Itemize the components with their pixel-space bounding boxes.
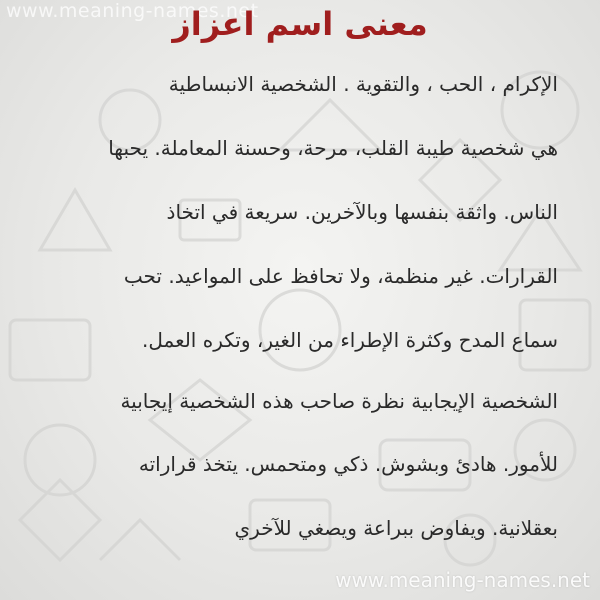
text-line-4: القرارات. غير منظمة، ولا تحافظ على المواعيد. تحب bbox=[123, 264, 558, 288]
watermark-bottom: www.meaning-names.net bbox=[335, 568, 590, 592]
text-line-3: الناس. واثقة بنفسها وبالآخرين. سريعة في اتخاذ bbox=[166, 200, 558, 224]
text-line-2: هي شخصية طيبة القلب، مرحة، وحسنة المعاملة. يحبها bbox=[108, 136, 558, 160]
watermark-top: www.meaning-names.net bbox=[6, 0, 259, 22]
page-title: معنى اسم اعزاز bbox=[172, 5, 428, 43]
text-line-7: للأمور. هادئ وبشوش. ذكي ومتحمس. يتخذ قراراته bbox=[138, 452, 558, 476]
text-line-1: الإكرام ، الحب ، والتقوية . الشخصية الانبساطية bbox=[168, 72, 558, 96]
text-line-8: بعقلانية. ويفاوض ببراعة ويصغي للآخري bbox=[234, 516, 558, 540]
text-line-5: سماع المدح وكثرة الإطراء من الغير، وتكره العمل. bbox=[142, 328, 558, 352]
text-line-6: الشخصية الإيجابية نظرة صاحب هذه الشخصية إيجابية bbox=[120, 389, 558, 413]
